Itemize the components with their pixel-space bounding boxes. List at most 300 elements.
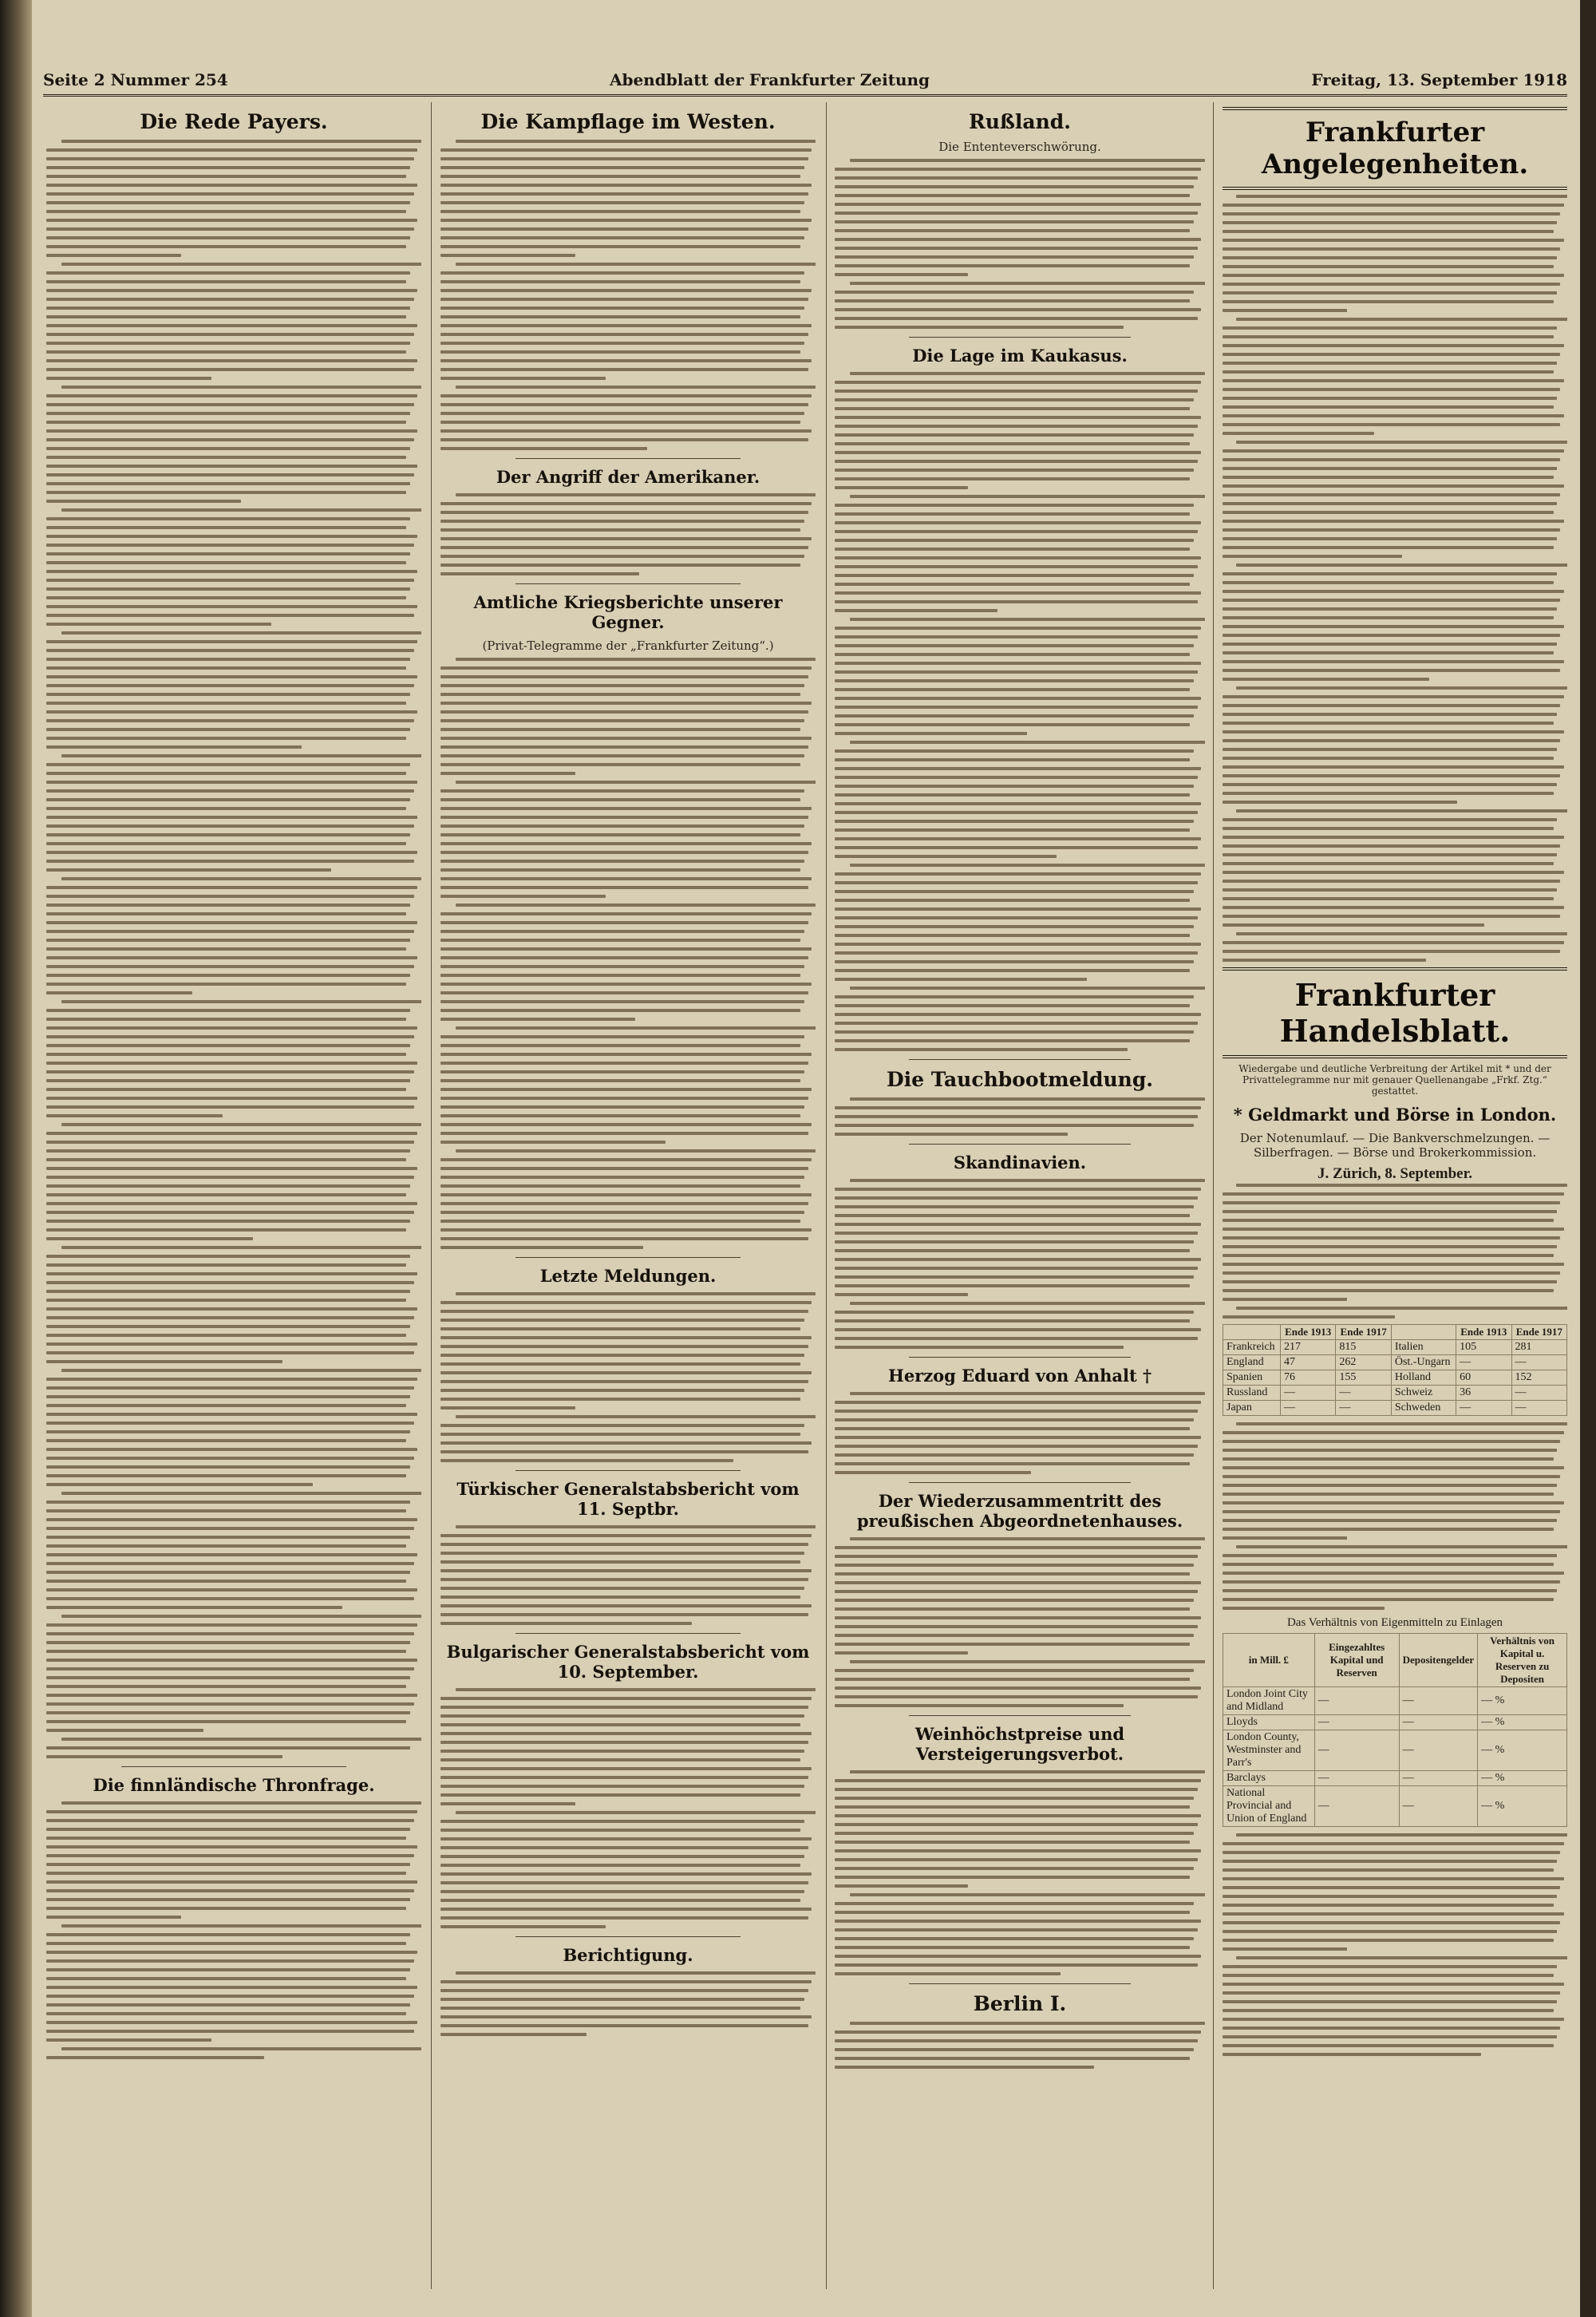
text-line	[46, 1907, 406, 1910]
text-line	[440, 974, 800, 977]
text-line	[46, 781, 417, 784]
text-line	[440, 1989, 808, 1992]
text-line	[456, 1149, 816, 1153]
article-frankfurter-angelegenheiten-text	[1223, 195, 1567, 962]
text-line	[1223, 757, 1554, 760]
text-line	[1223, 1877, 1564, 1880]
text-line	[835, 273, 968, 276]
text-line	[835, 1849, 1201, 1852]
article-geldmarkt-text-3	[1223, 1833, 1567, 2056]
article-russland-text	[835, 159, 1205, 329]
text-line	[46, 421, 406, 424]
text-line	[440, 1211, 804, 1214]
text-line	[1223, 853, 1557, 856]
text-line	[850, 1302, 1205, 1305]
text-line	[440, 772, 575, 775]
text-line	[835, 591, 1201, 595]
text-line	[440, 1758, 800, 1761]
text-line	[835, 1436, 1201, 1439]
article-letzte-meldungen-text	[440, 1292, 816, 1462]
text-line	[850, 987, 1205, 990]
text-line	[440, 939, 800, 942]
text-line	[46, 1211, 414, 1214]
text-line	[1223, 265, 1554, 268]
text-line	[456, 263, 816, 266]
text-line	[835, 565, 1198, 568]
text-line	[46, 1325, 410, 1328]
text-line	[835, 820, 1194, 823]
text-line	[835, 389, 1198, 393]
text-line	[1236, 1307, 1567, 1310]
text-line	[61, 1246, 421, 1249]
text-line	[46, 921, 417, 924]
text-line	[46, 1995, 414, 1998]
text-line	[46, 1845, 417, 1848]
text-line	[440, 684, 804, 687]
text-line	[1223, 643, 1557, 646]
text-line	[46, 1810, 417, 1813]
table-cell: Spanien	[1223, 1370, 1281, 1386]
text-line	[1223, 1440, 1560, 1443]
text-line	[440, 921, 808, 924]
text-line	[440, 947, 812, 951]
column-2	[440, 102, 816, 2289]
text-line	[46, 895, 414, 898]
text-line	[835, 381, 1201, 384]
text-line	[440, 1237, 808, 1240]
text-line	[440, 1246, 643, 1249]
text-line	[440, 702, 812, 705]
text-line	[46, 1588, 417, 1591]
text-line	[46, 1404, 406, 1407]
text-line	[440, 219, 812, 222]
text-line	[1223, 1298, 1347, 1301]
text-line	[1223, 1493, 1554, 1496]
text-line	[46, 1746, 410, 1750]
text-line	[835, 995, 1194, 998]
article-kampflage-text	[440, 140, 816, 450]
text-line	[1223, 783, 1557, 786]
text-line	[46, 289, 417, 292]
text-line	[440, 1569, 812, 1572]
text-line	[1223, 414, 1564, 417]
text-line	[46, 833, 410, 836]
text-line	[835, 1267, 1198, 1270]
text-line	[835, 881, 1198, 884]
table-cell: — %	[1478, 1786, 1567, 1827]
text-line	[440, 1980, 812, 1983]
text-line	[440, 377, 606, 380]
text-line	[456, 1688, 816, 1691]
text-line	[46, 1299, 406, 1302]
text-line	[46, 1413, 417, 1416]
text-line	[440, 1035, 804, 1038]
text-line	[1223, 546, 1554, 549]
text-line	[46, 184, 417, 187]
text-line	[1223, 2018, 1564, 2021]
text-line	[46, 526, 406, 529]
text-line	[850, 495, 1205, 498]
text-line	[46, 350, 406, 354]
text-line	[440, 572, 639, 575]
text-line	[456, 493, 816, 496]
text-line	[850, 1893, 1205, 1896]
text-line	[835, 1223, 1201, 1226]
text-line	[1223, 739, 1560, 742]
text-line	[46, 860, 414, 863]
headline-berichtigung: Berichtigung.	[563, 1945, 693, 1965]
text-line	[1223, 204, 1564, 207]
text-line	[835, 168, 1201, 171]
text-line	[46, 1193, 406, 1196]
text-line	[46, 1079, 410, 1082]
text-line	[1223, 1210, 1557, 1213]
headline-rede-payers: Die Rede Payers.	[140, 110, 328, 133]
text-line	[835, 1867, 1194, 1870]
text-line	[440, 1543, 808, 1546]
text-line	[46, 579, 414, 582]
text-line	[835, 1972, 1061, 1975]
text-line	[46, 1650, 406, 1653]
text-line	[835, 1106, 1201, 1109]
table-cell: —	[1336, 1386, 1391, 1401]
text-line	[1223, 230, 1554, 233]
text-line	[835, 460, 1198, 463]
text-line	[835, 512, 1190, 516]
text-line	[46, 1316, 414, 1319]
text-line	[46, 271, 410, 275]
text-line	[835, 539, 1194, 542]
text-line	[835, 1328, 1201, 1331]
text-line	[1223, 1254, 1554, 1257]
text-line	[46, 1597, 414, 1600]
text-line	[440, 1336, 812, 1339]
text-line	[440, 1899, 800, 1902]
text-line	[46, 1018, 406, 1021]
table-cell: Italien	[1391, 1340, 1456, 1355]
text-line	[46, 447, 410, 450]
text-line	[835, 1695, 1198, 1698]
text-line	[440, 166, 804, 169]
text-line	[46, 1202, 417, 1205]
text-line	[835, 1555, 1198, 1558]
text-line	[1223, 362, 1557, 365]
text-line	[440, 1587, 804, 1590]
text-line	[46, 1307, 417, 1311]
headline-kampflage-westen: Die Kampflage im Westen.	[480, 110, 776, 133]
text-line	[1223, 599, 1560, 602]
text-line	[46, 1141, 414, 1144]
text-line	[1223, 765, 1564, 769]
text-line	[46, 816, 417, 819]
text-line	[835, 1634, 1194, 1637]
text-line	[835, 811, 1198, 814]
text-line	[46, 1676, 410, 1679]
table-cell: Schweiz	[1391, 1386, 1456, 1401]
text-line	[835, 1284, 1190, 1287]
text-line	[835, 1797, 1194, 1800]
headline-berlin-eins: Berlin I.	[973, 1992, 1067, 2015]
text-line	[46, 675, 417, 678]
text-line	[46, 1342, 417, 1346]
text-line	[46, 1290, 410, 1293]
text-line	[46, 1044, 410, 1047]
text-line	[1223, 941, 1564, 944]
text-line	[835, 1013, 1201, 1016]
text-line	[440, 675, 808, 678]
text-line	[46, 1255, 410, 1258]
text-line	[440, 1767, 812, 1770]
text-line	[46, 798, 410, 801]
text-line	[440, 1732, 812, 1735]
text-line	[440, 254, 575, 257]
text-line	[46, 728, 410, 731]
text-line	[440, 930, 804, 933]
text-line	[440, 1613, 808, 1616]
text-line	[835, 238, 1201, 241]
text-line	[440, 1097, 808, 1100]
text-line	[1236, 1184, 1567, 1187]
text-line	[440, 710, 808, 714]
text-line	[835, 1678, 1190, 1681]
eigenmittel-table	[1223, 1633, 1567, 1827]
table-cell: —	[1511, 1386, 1566, 1401]
text-line	[835, 732, 1027, 735]
text-line	[440, 315, 800, 318]
article-herzog-eduard-text	[835, 1392, 1205, 1474]
article-geldmarkt-dateline	[1223, 1164, 1567, 1184]
text-line	[440, 1141, 666, 1144]
text-line	[1223, 871, 1564, 874]
text-line	[835, 1275, 1194, 1279]
text-line	[1223, 1842, 1564, 1845]
table-header-cell: in Mill. £	[1223, 1634, 1315, 1687]
text-line	[440, 1750, 804, 1753]
table-cell: —	[1399, 1715, 1478, 1730]
text-line	[440, 192, 808, 196]
text-line	[1223, 862, 1554, 865]
text-line	[1223, 1868, 1554, 1872]
text-line	[835, 767, 1201, 770]
text-line	[46, 254, 181, 257]
text-line	[46, 1009, 410, 1012]
article-weinhoechstpreise-text	[835, 1770, 1205, 1975]
text-line	[835, 697, 1201, 700]
article-skandinavien-text	[835, 1179, 1205, 1349]
text-line	[456, 1525, 816, 1528]
text-line	[835, 1884, 968, 1888]
text-line	[440, 1622, 692, 1625]
text-line	[46, 491, 406, 494]
table-row	[1223, 1355, 1567, 1370]
text-line	[1236, 318, 1567, 321]
text-line	[835, 1643, 1190, 1646]
text-line	[46, 368, 414, 371]
text-line	[440, 895, 606, 898]
text-line	[835, 1788, 1198, 1791]
text-line	[440, 1114, 800, 1117]
text-line	[456, 781, 816, 784]
text-line	[1223, 555, 1402, 558]
text-line	[835, 2057, 1190, 2060]
text-line	[46, 438, 414, 441]
text-line	[456, 1415, 816, 1418]
text-line	[1223, 1930, 1557, 1933]
text-line	[440, 1371, 812, 1374]
text-line	[835, 1311, 1194, 1314]
text-line	[835, 1963, 1198, 1967]
text-line	[456, 1026, 816, 1030]
text-line	[46, 324, 417, 327]
text-line	[835, 1607, 1190, 1611]
eigenmittel-table-caption: Das Verhältnis von Eigenmitteln zu Einlagen	[1286, 1616, 1503, 1630]
text-line	[1223, 239, 1564, 242]
text-line	[835, 1445, 1198, 1448]
text-line	[1223, 291, 1557, 295]
text-line	[46, 1439, 406, 1442]
text-line	[835, 855, 1057, 858]
text-line	[46, 1606, 342, 1609]
text-line	[440, 555, 804, 558]
article-separator	[516, 1470, 741, 1471]
newspaper-page	[32, 0, 1580, 2317]
text-line	[835, 609, 998, 612]
text-line	[440, 537, 812, 540]
text-line	[46, 983, 406, 986]
text-line	[440, 789, 804, 793]
text-line	[835, 1205, 1194, 1208]
text-line	[1223, 1983, 1564, 1986]
text-line	[835, 574, 1194, 577]
text-line	[835, 688, 1190, 691]
text-line	[835, 556, 1201, 559]
text-line	[46, 1685, 406, 1688]
text-line	[835, 1453, 1194, 1457]
text-line	[835, 477, 1190, 480]
text-line	[1223, 1939, 1554, 1942]
text-line	[1223, 1904, 1554, 1907]
table-cell: Barclays	[1223, 1771, 1315, 1786]
headline-tauchbootmeldung: Die Tauchbootmeldung.	[886, 1068, 1154, 1091]
text-line	[1223, 283, 1560, 286]
text-line	[46, 1916, 181, 1919]
text-line	[835, 776, 1198, 779]
text-line	[440, 1855, 804, 1858]
text-line	[835, 451, 1201, 454]
text-line	[46, 1237, 253, 1240]
text-line	[440, 1053, 812, 1056]
text-line	[835, 1590, 1198, 1593]
text-line	[440, 1829, 800, 1832]
text-line	[440, 1908, 812, 1911]
table-cell: — %	[1478, 1715, 1567, 1730]
text-line	[440, 1424, 804, 1427]
text-line	[1223, 634, 1560, 637]
text-line	[440, 1009, 800, 1012]
text-line	[835, 308, 1201, 311]
text-line	[1223, 792, 1554, 795]
text-line	[835, 530, 1198, 533]
text-line	[46, 1544, 406, 1548]
table-cell: —	[1314, 1730, 1399, 1771]
table-cell: —	[1314, 1687, 1399, 1715]
article-separator	[516, 1936, 741, 1937]
text-line	[1223, 1201, 1560, 1204]
text-line	[440, 1578, 808, 1581]
text-line	[440, 868, 800, 872]
text-line	[46, 824, 414, 828]
text-line	[440, 807, 812, 810]
text-line	[1223, 1563, 1554, 1566]
text-line	[440, 851, 808, 854]
text-line	[440, 860, 804, 863]
text-line	[835, 758, 1190, 761]
text-line	[440, 1595, 800, 1599]
text-line	[1223, 1895, 1557, 1898]
text-line	[835, 1232, 1198, 1235]
text-line	[1223, 730, 1564, 733]
headline-skandinavien: Skandinavien.	[953, 1153, 1087, 1172]
text-line	[1236, 563, 1567, 567]
text-line	[440, 1998, 804, 2001]
text-line	[1223, 625, 1564, 628]
text-line	[46, 1837, 406, 1840]
text-line	[850, 1770, 1205, 1773]
text-line	[46, 517, 410, 520]
text-line	[835, 1920, 1201, 1923]
text-line	[1223, 1245, 1557, 1248]
text-line	[440, 1837, 812, 1841]
table-cell: 155	[1336, 1370, 1391, 1386]
text-line	[835, 978, 1087, 981]
text-line	[440, 1220, 800, 1223]
table-row	[1223, 1771, 1567, 1786]
text-line	[440, 833, 800, 836]
text-line	[46, 1536, 410, 1539]
text-line	[1236, 686, 1567, 690]
text-line	[835, 176, 1198, 180]
text-line	[1236, 1545, 1567, 1548]
text-line	[440, 201, 804, 204]
table-row	[1223, 1786, 1567, 1827]
text-line	[835, 1955, 1201, 1958]
article-tuerkischer-bericht-text	[440, 1525, 816, 1625]
text-line	[835, 1779, 1201, 1782]
article-geldmarkt-text-1	[1223, 1184, 1567, 1319]
table-cell: —	[1511, 1355, 1566, 1370]
text-line	[835, 2030, 1201, 2034]
subheading-privat-telegramme: (Privat-Telegramme der „Frankfurter Zeitung“.)	[482, 639, 774, 653]
text-line	[440, 438, 808, 441]
text-line	[46, 1933, 410, 1936]
text-line	[1236, 441, 1567, 444]
headline-geldmarkt-london: * Geldmarkt und Börse in London.	[1233, 1105, 1557, 1125]
text-line	[835, 723, 1190, 726]
text-line	[46, 868, 331, 872]
subheading-notenumlauf: Der Notenumlauf. — Die Bankverschmelzungen. — Silberfragen. — Börse und Brokerkommission.	[1239, 1131, 1551, 1160]
text-line	[835, 627, 1201, 630]
text-line	[1223, 300, 1554, 303]
text-line	[835, 1427, 1190, 1430]
text-line	[835, 416, 1201, 419]
text-line	[835, 398, 1194, 401]
text-line	[835, 1902, 1194, 1905]
text-line	[46, 605, 417, 608]
text-line	[850, 1660, 1205, 1663]
text-line	[835, 1258, 1201, 1261]
text-line	[1223, 1607, 1385, 1610]
text-line	[46, 1465, 410, 1469]
